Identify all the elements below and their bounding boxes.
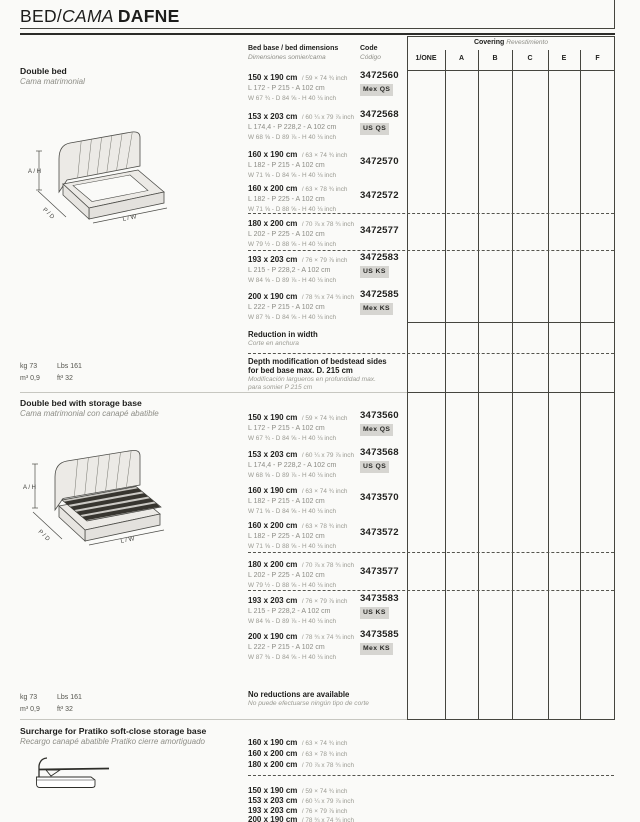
dashed-separator (248, 353, 614, 354)
spec-row (248, 594, 426, 627)
product-code: 3472560 (360, 70, 399, 81)
title-box-right-border (614, 0, 615, 28)
section1-title: Double bed (20, 66, 67, 76)
row-dims-cm: L 222 - P 215 - A 102 cm (248, 644, 325, 651)
product-code: 3473560 (360, 410, 399, 421)
weight-kg: kg 73 (20, 363, 38, 370)
row-size-inch: / 76 × 79 ⅞ inch (301, 598, 348, 605)
row-dims-cm: L 172 - P 215 - A 102 cm (248, 85, 325, 92)
row-size-inch: / 70 ⅞ x 78 ¾ inch (301, 762, 355, 769)
section1-weight-volume (20, 361, 82, 385)
row-dims-cm: L 202 - P 225 - A 102 cm (248, 572, 325, 579)
title-rule (20, 33, 615, 35)
row-size-inch: / 70 ⅞ x 78 ¾ inch (301, 221, 355, 228)
page-title (20, 6, 180, 27)
no-reductions-note: No reductions are available (248, 690, 350, 699)
title-box-bottom-border (20, 28, 615, 29)
row-size-inch: / 63 × 74 ¾ inch (301, 152, 348, 159)
depth-mod-note-es2: para somier P 215 cm (248, 384, 313, 391)
row-dims-cm: L 215 - P 228,2 - A 102 cm (248, 267, 331, 274)
product-code: 3472585 (360, 289, 399, 300)
surcharge-size (248, 813, 354, 822)
row-size: 160 x 190 cm (248, 738, 298, 747)
spec-row (248, 110, 426, 143)
market-badge: Mex QS (360, 424, 393, 436)
row-size: 193 x 203 cm (248, 255, 298, 264)
pratiko-side-drawing (20, 756, 120, 798)
dims-column-header-es: Dimensiones somier/cama (248, 54, 326, 61)
row-size: 200 x 190 cm (248, 815, 298, 822)
height-dim-label: A / H (28, 169, 42, 175)
product-code: 3472577 (360, 225, 399, 236)
section2-title: Double bed with storage base (20, 398, 142, 408)
dashed-separator (248, 250, 614, 251)
row-dims-inch: W 71 ⅝ - D 88 ⅝ - H 40 ⅛ inch (248, 206, 337, 213)
row-dims-inch: W 87 ⅜ - D 84 ⅝ - H 40 ⅛ inch (248, 314, 337, 321)
spec-row (248, 148, 426, 181)
row-size-inch: / 78 ¾ x 74 ¾ inch (301, 634, 355, 641)
spec-row (248, 630, 426, 663)
grid-vline (580, 50, 581, 719)
covering-box-right-border (614, 36, 615, 719)
row-size-inch: / 63 × 78 ¾ inch (301, 751, 348, 758)
row-dims-cm: L 182 - P 225 - A 102 cm (248, 196, 325, 203)
market-badge: Mex KS (360, 303, 393, 315)
dims-column-header: Bed base / bed dimensions (248, 45, 339, 52)
row-size-inch: / 60 ¼ x 79 ⅞ inch (301, 114, 355, 121)
weight-kg: kg 73 (20, 694, 38, 701)
row-dims-cm: L 182 - P 225 - A 102 cm (248, 533, 325, 540)
row-size-inch: / 59 × 74 ¾ inch (301, 788, 348, 795)
row-dims-cm: L 174,4 - P 228,2 - A 102 cm (248, 124, 337, 131)
covering-label: Covering (473, 39, 505, 46)
row-size: 160 x 190 cm (248, 486, 298, 495)
row-size: 160 x 200 cm (248, 521, 298, 530)
row-dims-inch: W 79 ½ - D 88 ⅝ - H 40 ⅛ inch (248, 241, 337, 248)
title-cama: CAMA (62, 6, 114, 26)
spec-row (248, 558, 426, 591)
row-size-inch: / 60 ¼ x 79 ⅞ inch (301, 452, 355, 459)
row-dims-cm: L 174,4 - P 228,2 - A 102 cm (248, 462, 337, 469)
product-code: 3472568 (360, 109, 399, 120)
product-code: 3473570 (360, 492, 399, 503)
product-code: 3473572 (360, 527, 399, 538)
height-dim-label: A / H (23, 485, 37, 491)
spec-row (248, 519, 426, 552)
market-badge: Mex QS (360, 84, 393, 96)
covering-col-c: C (527, 55, 533, 62)
row-size: 200 x 190 cm (248, 292, 298, 301)
grid-section-line (407, 392, 615, 393)
weight-lbs: Lbs 161 (57, 694, 82, 701)
row-size-inch: / 76 × 79 ⅞ inch (301, 808, 348, 815)
covering-col-f: F (595, 55, 600, 62)
volume-ft3: ft³ 32 (57, 706, 73, 713)
row-size: 153 x 203 cm (248, 112, 298, 121)
row-dims-cm: L 222 - P 215 - A 102 cm (248, 304, 325, 311)
product-code: 3473583 (360, 593, 399, 604)
covering-header (407, 39, 615, 46)
market-badge: Mex KS (360, 643, 393, 655)
row-dims-inch: W 71 ⅝ - D 84 ⅝ - H 40 ⅛ inch (248, 172, 337, 179)
row-size-inch: / 63 × 78 ¾ inch (301, 186, 348, 193)
volume-m3: m³ 0,9 (20, 706, 40, 713)
row-size-inch: / 78 ¾ x 74 ¾ inch (301, 817, 355, 822)
row-dims-inch: W 84 ⅝ - D 89 ⅞ - H 40 ⅛ inch (248, 277, 337, 284)
depth-mod-note-line1: Depth modification of bedstead sides (248, 357, 387, 366)
covering-col-1one: 1/ONE (415, 55, 437, 62)
storage-bed-drawing (22, 448, 187, 560)
row-dims-inch: W 67 ¾ - D 84 ⅝ - H 40 ⅛ inch (248, 435, 337, 442)
spec-row (248, 484, 426, 517)
dashed-separator (248, 552, 614, 553)
spec-row (248, 217, 426, 250)
section3-title: Surcharge for Pratiko soft-close storage base (20, 726, 207, 736)
row-size: 150 x 190 cm (248, 786, 298, 795)
spec-row (248, 71, 426, 104)
spec-row (248, 182, 426, 215)
product-code: 3472570 (360, 156, 399, 167)
weight-lbs: Lbs 161 (57, 363, 82, 370)
row-size: 193 x 203 cm (248, 596, 298, 605)
grid-vline (445, 50, 446, 719)
width-dim-label: L / W (122, 214, 137, 223)
row-size: 160 x 200 cm (248, 749, 298, 758)
row-size: 153 x 203 cm (248, 450, 298, 459)
dashed-separator (248, 775, 614, 776)
depth-dim-label: P / D (36, 529, 51, 543)
row-size-inch: / 78 ¾ x 74 ¾ inch (301, 294, 355, 301)
title-bed: BED/ (20, 6, 63, 26)
grid-vline (478, 50, 479, 719)
depth-mod-note-es1: Modificación largueros en profundidad max. (248, 376, 376, 383)
row-size: 180 x 200 cm (248, 760, 298, 769)
grid-bottom-line (407, 719, 615, 720)
code-column-header: Code (360, 45, 378, 52)
market-badge: US QS (360, 123, 389, 135)
product-code: 3473585 (360, 629, 399, 640)
row-dims-inch: W 71 ⅝ - D 88 ⅝ - H 40 ⅛ inch (248, 543, 337, 550)
code-column-header-es: Código (360, 54, 381, 61)
covering-box-top-border (407, 36, 615, 37)
section2-weight-volume (20, 692, 82, 716)
row-dims-cm: L 172 - P 215 - A 102 cm (248, 425, 325, 432)
spec-row (248, 253, 426, 286)
row-dims-inch: W 68 ⅝ - D 89 ⅞ - H 40 ⅛ inch (248, 134, 337, 141)
row-size-inch: / 76 × 79 ⅞ inch (301, 257, 348, 264)
spec-row (248, 448, 426, 481)
row-size: 193 x 203 cm (248, 806, 298, 815)
covering-label-es: Revestimiento (506, 39, 549, 46)
row-dims-inch: W 68 ⅝ - D 89 ⅞ - H 40 ⅛ inch (248, 472, 337, 479)
row-dims-inch: W 67 ¾ - D 84 ⅝ - H 40 ⅛ inch (248, 95, 337, 102)
row-size-inch: / 63 × 74 ¾ inch (301, 740, 348, 747)
row-size-inch: / 63 × 74 ¾ inch (301, 488, 348, 495)
spec-row (248, 290, 426, 323)
covering-col-e: E (561, 55, 567, 62)
reduction-note: Reduction in width (248, 330, 318, 339)
row-size: 160 x 200 cm (248, 184, 298, 193)
row-dims-cm: L 215 - P 228,2 - A 102 cm (248, 608, 331, 615)
grid-vline (512, 50, 513, 719)
section2-title-es: Cama matrimonial con canapé abatible (20, 409, 159, 418)
market-badge: US KS (360, 607, 389, 619)
row-size: 180 x 200 cm (248, 219, 298, 228)
product-code: 3473577 (360, 566, 399, 577)
product-code: 3473568 (360, 447, 399, 458)
product-code: 3472583 (360, 252, 399, 263)
no-reductions-note-es: No puede efectuarse ningún tipo de corte (248, 700, 369, 707)
row-size: 160 x 190 cm (248, 150, 298, 159)
market-badge: US KS (360, 266, 389, 278)
row-dims-cm: L 182 - P 215 - A 102 cm (248, 162, 325, 169)
row-size: 153 x 203 cm (248, 796, 298, 805)
depth-dim-label: P / D (41, 207, 55, 221)
product-code: 3472572 (360, 190, 399, 201)
grid-header-bottom-line (407, 70, 615, 71)
row-dims-cm: L 182 - P 215 - A 102 cm (248, 498, 325, 505)
row-size-inch: / 63 × 78 ¾ inch (301, 523, 348, 530)
row-size: 150 x 190 cm (248, 413, 298, 422)
row-size-inch: / 60 ¼ x 79 ⅞ inch (301, 798, 355, 805)
row-size: 150 x 190 cm (248, 73, 298, 82)
surcharge-size (248, 758, 354, 771)
section1-title-es: Cama matrimonial (20, 77, 85, 86)
section3-title-es: Recargo canapé abatible Pratiko cierre amortiguado (20, 737, 205, 746)
row-dims-inch: W 84 ⅝ - D 89 ⅞ - H 40 ⅛ inch (248, 618, 337, 625)
grid-section-line (407, 322, 615, 323)
grid-vline (548, 50, 549, 719)
market-badge: US QS (360, 461, 389, 473)
double-bed-drawing (28, 128, 178, 228)
spec-row (248, 411, 426, 444)
covering-col-b: B (492, 55, 498, 62)
covering-column-labels (407, 50, 615, 70)
width-dim-label: L / W (120, 536, 135, 545)
row-dims-cm: L 202 - P 225 - A 102 cm (248, 231, 325, 238)
row-dims-inch: W 87 ⅜ - D 84 ⅝ - H 40 ⅛ inch (248, 654, 337, 661)
row-size-inch: / 59 × 74 ¾ inch (301, 75, 348, 82)
covering-col-a: A (458, 55, 465, 62)
volume-m3: m³ 0,9 (20, 375, 40, 382)
row-size: 200 x 190 cm (248, 632, 298, 641)
reduction-note-es: Corte en anchura (248, 340, 299, 347)
row-dims-inch: W 71 ⅝ - D 84 ⅝ - H 40 ⅛ inch (248, 508, 337, 515)
volume-ft3: ft³ 32 (57, 375, 73, 382)
row-size-inch: / 59 × 74 ¾ inch (301, 415, 348, 422)
depth-mod-note-line2: for bed base max. D. 215 cm (248, 366, 353, 375)
row-dims-inch: W 79 ½ - D 88 ⅝ - H 40 ⅛ inch (248, 582, 337, 589)
row-size: 180 x 200 cm (248, 560, 298, 569)
title-model-name: DAFNE (117, 6, 180, 26)
row-size-inch: / 70 ⅞ x 78 ¾ inch (301, 562, 355, 569)
